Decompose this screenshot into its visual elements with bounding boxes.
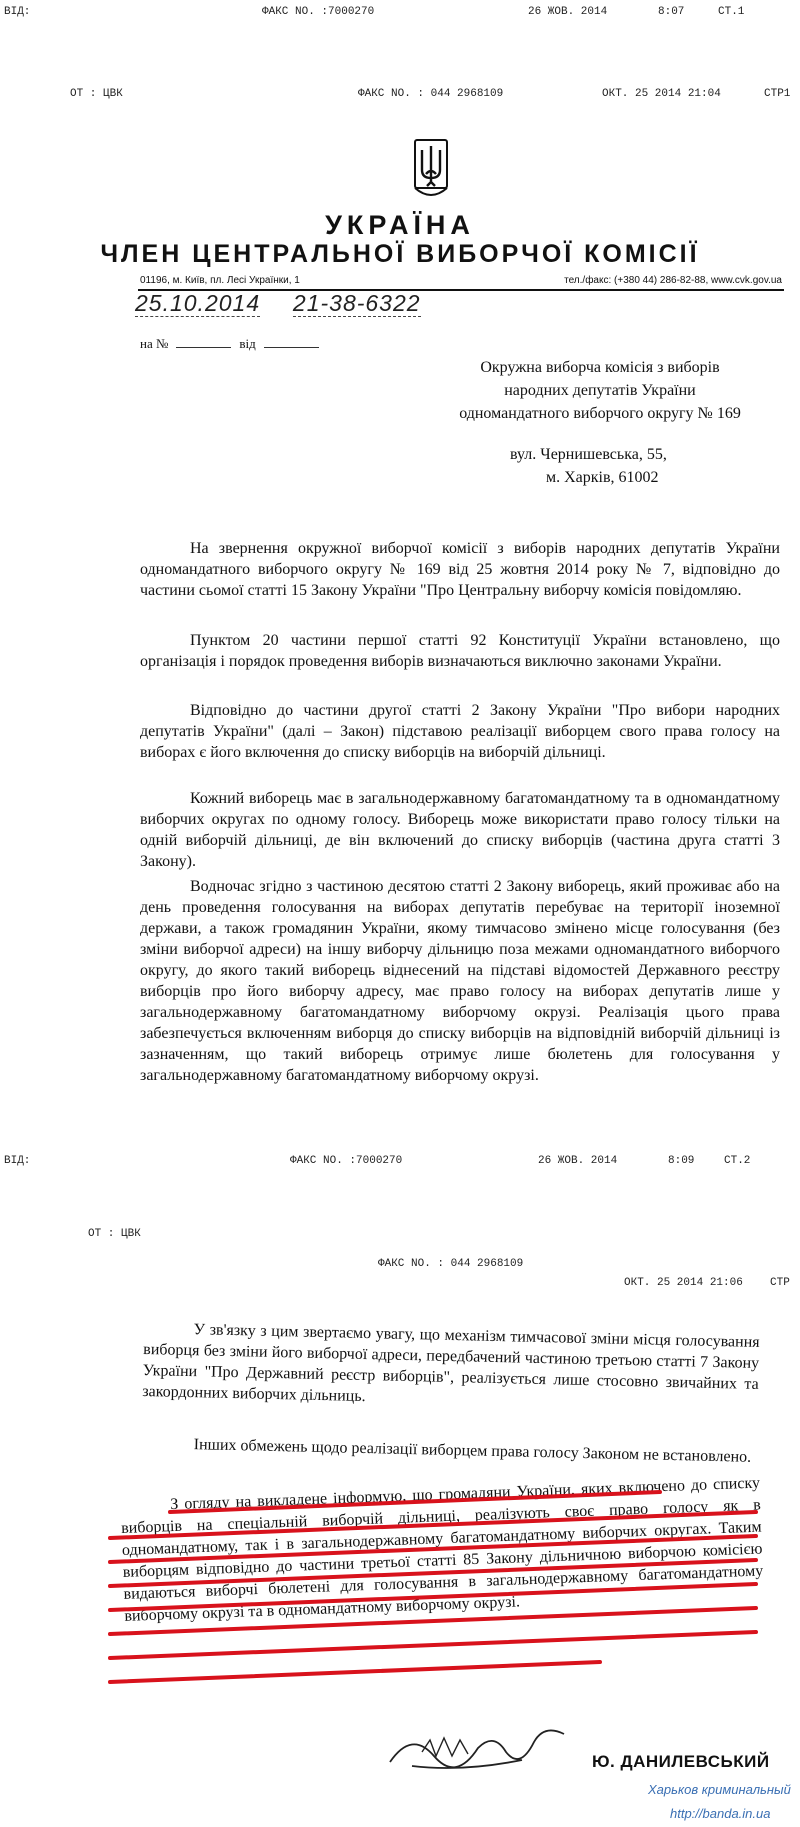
recipient-city: м. Харків, 61002 [546, 469, 659, 486]
body-paragraph: У зв'язку з цим звертаємо увагу, що механізм тимчасової зміни місця голосування виборця без зміни його виборчої адреси, передбачений частиною третьою статті 7 Закону України "Про Державний реєстр виборців", реалізується лише стосовно звичайних та закордонних виборчих дільниць. [142, 1321, 760, 1406]
signatory-name: Ю. ДАНИЛЕВСЬКИЙ [592, 1752, 770, 1771]
fax-number: ФАКС NO. : 044 2968109 [378, 1258, 524, 1270]
highlight-underlines [100, 1486, 780, 1696]
recipient-line: одномандатного виборчого округу № 169 [459, 405, 741, 422]
underline-mark [110, 1536, 756, 1562]
reference-line [140, 336, 327, 352]
fax-page: СТР1 [764, 88, 791, 100]
underline-mark [110, 1584, 756, 1610]
fax-page: СТР [770, 1277, 790, 1289]
recipient-line: Окружна виборча комісія з виборів [480, 359, 720, 376]
trident-icon [413, 138, 449, 202]
fax-time: 8:07 [658, 6, 685, 18]
watermark-title: Харьков криминальный [648, 1782, 791, 1797]
body-paragraph: Водночас згідно з частиною десятою статті 2 Закону виборець, який проживає або на день проведення голосування на виборах депутатів перебуває на території іноземної держави, а також громадянин України, якому тимчасово змінено місце голосування (без зміни виборчої адреси) на іншу виборчу дільницю поза межами одномандатного виборчого округу, до якого такий виборець віднесений на підставі відомостей Державного реєстру виборців про його виборчу адресу, має право голосу на виборах депутатів лише у загальнодержавному багатомандатному виборчому окрузі. Реалізація цього права забезпечується включенням виборця до списку виборців на відповідній виборчій дільниці із зазначенням, що такий виборець отримує лише бюлетень для голосування у загальнодержавному багатомандатному виборчому окрузі. [140, 878, 780, 1084]
country-title: УКРАЇНА [325, 210, 475, 240]
fax-from-label: ОТ : ЦВК [88, 1228, 141, 1240]
fax-number: ФАКС NO. :7000270 [262, 6, 375, 18]
fax-from-label: ВІД: [4, 1155, 31, 1167]
org-contacts: тел./факс: (+380 44) 286-82-88, www.cvk.gov.ua [564, 275, 782, 286]
registration-handwriting [135, 290, 421, 317]
fax-page: СТ.1 [718, 6, 745, 18]
watermark-url[interactable]: http://banda.in.ua [670, 1806, 771, 1821]
fax-date: 26 ЖОВ. 2014 [538, 1155, 618, 1167]
body-paragraph: На звернення окружної виборчої комісії з виборів народних депутатів України одномандатного виборчого округу № 169 від 25 жовтня 2014 року № 7, відповідно до частини сьомої статті 15 Закону України "Про Центральну виборчу комісія повідомляю. [140, 540, 780, 599]
handwritten-date: 25.10.2014 [135, 290, 261, 316]
signature-scribble [382, 1712, 572, 1782]
body-paragraph: Інших обмежень щодо реалізації виборцем права голосу Законом не встановлено. [193, 1436, 752, 1466]
underline-mark [170, 1492, 660, 1512]
fax-date: ОКТ. 25 2014 21:06 [624, 1277, 743, 1289]
body-paragraph: Відповідно до частини другої статті 2 Закону України "Про вибори народних депутатів України" (далі – Закон) підставою реалізації виборцем свого права голосу на виборах є його включення до списку виборців на виборчій дільниці. [140, 702, 780, 761]
underline-mark [110, 1632, 756, 1658]
fax-date: ОКТ. 25 2014 21:04 [602, 88, 721, 100]
fax-time: 8:09 [668, 1155, 695, 1167]
reference-to-label: на № [140, 336, 169, 351]
organization-title: ЧЛЕН ЦЕНТРАЛЬНОЇ ВИБОРЧОЇ КОМІСІЇ [100, 240, 700, 268]
letterhead-address-line [140, 275, 782, 286]
fax-date: 26 ЖОВ. 2014 [528, 6, 608, 18]
underline-mark [110, 1560, 756, 1586]
fax-page: СТ.2 [724, 1155, 751, 1167]
org-address: 01196, м. Київ, пл. Лесі Українки, 1 [140, 275, 300, 286]
body-paragraph: Кожний виборець має в загальнодержавному багатомандатному та в одномандатному виборчих округах по одному голосу. Виборець може використати право голосу тільки на одній виборчій дільниці, де він включений до списку виборців (частина друга статті 3 Закону). [140, 790, 780, 870]
underline-mark [110, 1512, 756, 1538]
fax-from-label: ОТ : ЦВК [70, 88, 123, 100]
underline-mark [110, 1662, 600, 1682]
fax-number: ФАКС NO. :7000270 [290, 1155, 403, 1167]
underline-mark [110, 1608, 756, 1634]
handwritten-number: 21-38-6322 [292, 290, 421, 316]
recipient-street: вул. Чернишевська, 55, [510, 446, 667, 463]
recipient-line: народних депутатів України [504, 382, 696, 399]
reference-from-label: від [239, 336, 256, 351]
fax-from-label: ВІД: [4, 6, 31, 18]
highlighted-paragraph: З огляду на викладене інформую, що громадяни України, яких включено до списку виборців на спеціальній виборчій дільниці, реалізують своє право голосу як в одномандатному, так і в загальнодержавному багатомандатному виборчих округах. Таким виборцям відповідно до частини третьої статті 85 Закону дільничною виборчою комісією видаються виборчі бюлетені для голосування в загальнодержавному багатомандатному виборчому окрузі та в одномандатному виборчому окрузі. [120, 1474, 764, 1625]
body-paragraph: Пунктом 20 частини першої статті 92 Конституції України встановлено, що організація і порядок проведення виборів визначаються виключно законами України. [140, 632, 780, 670]
fax-number: ФАКС NO. : 044 2968109 [358, 88, 504, 100]
